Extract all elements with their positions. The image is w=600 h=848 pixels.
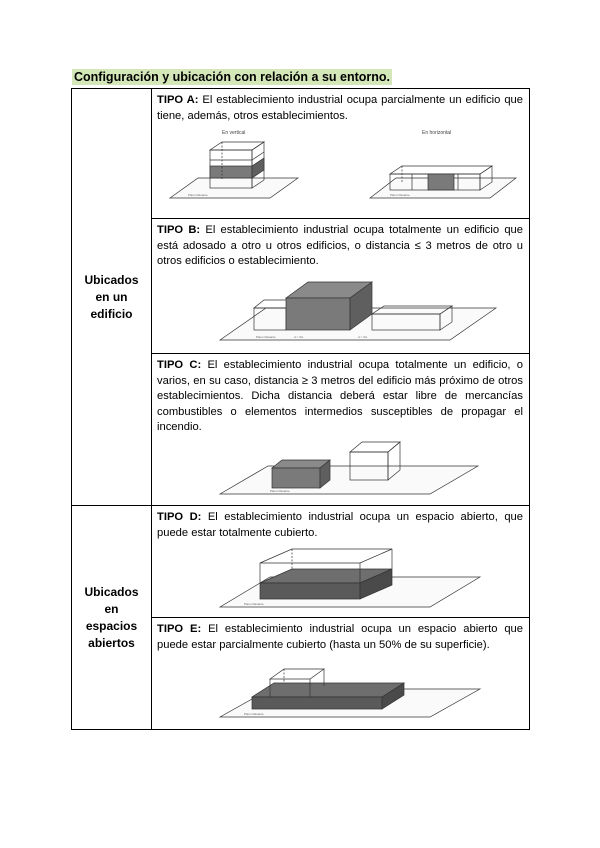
row-tipo-a — [72, 89, 530, 219]
industrial-building — [286, 282, 372, 330]
plane-label: Plano Rasante — [244, 602, 264, 606]
tipo-a-description — [157, 93, 523, 124]
plane-label: Plano Rasante — [270, 488, 290, 493]
tipo-b-description — [157, 223, 523, 270]
classification-table — [71, 88, 530, 730]
tipo-b-text: El establecimiento industrial ocupa totalmente un edificio que está adosado a otro u otros edificios, o distancia ≤ 3 metros de otro u otros edificios o establecimiento. — [157, 224, 523, 267]
tipo-d-title: TIPO D: — [157, 511, 202, 523]
plane-label: Plano Rasante — [256, 334, 276, 339]
group-label-edificio — [72, 89, 152, 506]
tipo-e-title: TIPO E: — [157, 623, 202, 635]
tipo-b-cell — [152, 219, 530, 354]
caption-horizontal: En horizontal — [422, 130, 452, 136]
tipo-a-diagram — [160, 124, 520, 206]
row-tipo-d — [72, 506, 530, 618]
tipo-c-text: El establecimiento industrial ocupa totalmente un edificio, o varios, en su caso, distancia ≥ 3 metros del edificio más próximo de otros establecimientos. Dicha distancia deberá estar libre de mercancías combustibles o elementos intermedios susceptibles de propagar el incendio. — [157, 359, 524, 433]
group-label-line: edificio — [90, 306, 133, 321]
tipo-a-title: TIPO A: — [157, 94, 199, 106]
group-label-line: Ubicados — [84, 272, 139, 287]
plane-label: Plano Rasante — [188, 193, 208, 197]
group-label-abiertos — [72, 506, 152, 730]
group-label-line: Ubicados — [84, 584, 139, 599]
tipo-a-text: El establecimiento industrial ocupa parcialmente un edificio que tiene, además, otros establecimientos. — [157, 94, 523, 122]
tipo-d-cell — [152, 506, 530, 618]
caption-vertical: En vertical — [222, 130, 246, 136]
group-label-line: en — [104, 601, 119, 616]
tipo-d-description — [157, 510, 523, 541]
industrial-building — [272, 460, 330, 488]
tipo-e-cell — [152, 618, 530, 730]
tipo-c-diagram — [160, 436, 520, 498]
ground-plane — [220, 466, 478, 494]
tipo-c-description — [157, 358, 523, 436]
tipo-b-diagram — [160, 270, 520, 346]
partially-covered-open-space — [252, 669, 404, 709]
distance-label: d < 3m — [358, 334, 368, 339]
tipo-a-cell — [152, 89, 530, 219]
covered-open-space — [260, 549, 392, 599]
tipo-e-diagram — [160, 653, 520, 721]
tipo-e-description — [157, 622, 523, 653]
group-label-line: espacios — [85, 618, 138, 633]
plane-label: Plano Rasante — [390, 193, 410, 197]
group-label-line: abiertos — [88, 635, 135, 650]
group-label-line: en un — [95, 289, 128, 304]
distance-label: d < 3m — [294, 334, 304, 339]
plane-label: Plano Rasante — [244, 712, 264, 716]
tipo-c-title: TIPO C: — [157, 359, 202, 371]
tipo-d-text: El establecimiento industrial ocupa un espacio abierto, que puede estar totalmente cubierto. — [157, 511, 523, 539]
section-heading: Configuración y ubicación con relación a su entorno. — [74, 70, 391, 84]
tipo-c-cell — [152, 354, 530, 506]
tipo-e-text: El establecimiento industrial ocupa un espacio abierto que puede estar parcialmente cubierto (hasta un 50% de su superficie). — [157, 623, 524, 651]
tipo-d-diagram — [160, 541, 520, 611]
tipo-b-title: TIPO B: — [157, 224, 201, 236]
